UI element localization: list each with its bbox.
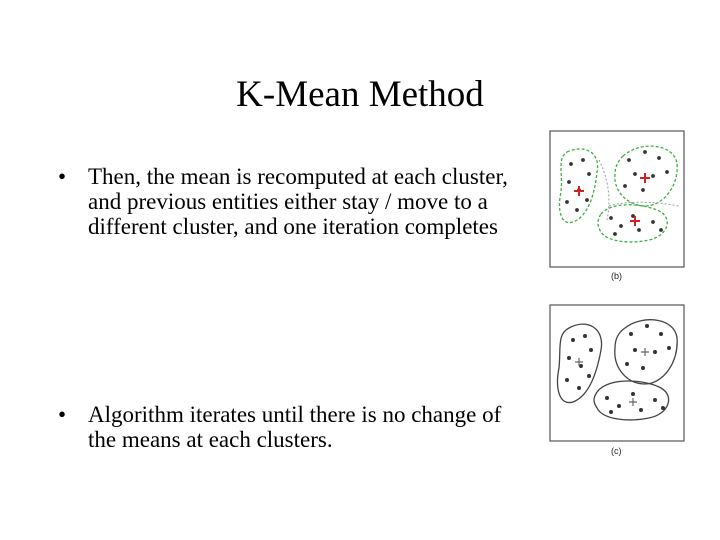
data-point [645,324,649,328]
data-point [575,208,579,212]
slide-title: K-Mean Method [236,74,484,115]
data-point [665,170,669,174]
figure-label-c: (c) [611,446,622,456]
data-point [569,162,573,166]
figure-frame [550,131,684,267]
data-point [619,224,623,228]
data-point [659,332,663,336]
data-point [633,348,637,352]
data-point [605,396,609,400]
data-point [565,378,569,382]
cluster-figure-b [549,130,685,290]
data-point [577,386,581,390]
data-point [631,392,635,396]
cluster-figure-c [549,304,685,464]
data-point [571,338,575,342]
data-point [633,172,637,176]
data-point [617,404,621,408]
figure-label-b: (b) [611,271,622,281]
data-point [629,332,633,336]
bullet-text: Then, the mean is recomputed at each cluster, and previous entities either stay / move to a different cluster, and one iteration completes [88,164,508,239]
data-point [613,232,617,236]
cluster-diagram-b [549,130,685,270]
data-point [651,174,655,178]
data-point [609,410,613,414]
data-point [567,180,571,184]
data-point [581,158,585,162]
data-point [653,398,657,402]
data-point [661,406,665,410]
bullet-item-2 [58,402,528,452]
bullet-marker: • [58,164,67,189]
bullet-item-1 [58,164,528,239]
data-point [667,346,671,350]
data-point [651,220,655,224]
cluster-diagram-c [549,304,685,444]
data-point [625,362,629,366]
data-point [657,156,661,160]
data-point [627,158,631,162]
data-point [639,408,643,412]
bullet-marker: • [58,402,67,427]
data-point [589,348,593,352]
bullet-text: Algorithm iterates until there is no change of the means at each clusters. [88,402,502,452]
data-point [587,374,591,378]
data-point [637,228,641,232]
data-point [583,334,587,338]
figure-frame [550,305,684,441]
data-point [653,350,657,354]
data-point [565,200,569,204]
data-point [609,216,613,220]
data-point [643,150,647,154]
data-point [585,198,589,202]
data-point [623,184,627,188]
data-point [641,366,645,370]
data-point [641,188,645,192]
data-point [659,228,663,232]
data-point [587,172,591,176]
data-point [567,356,571,360]
